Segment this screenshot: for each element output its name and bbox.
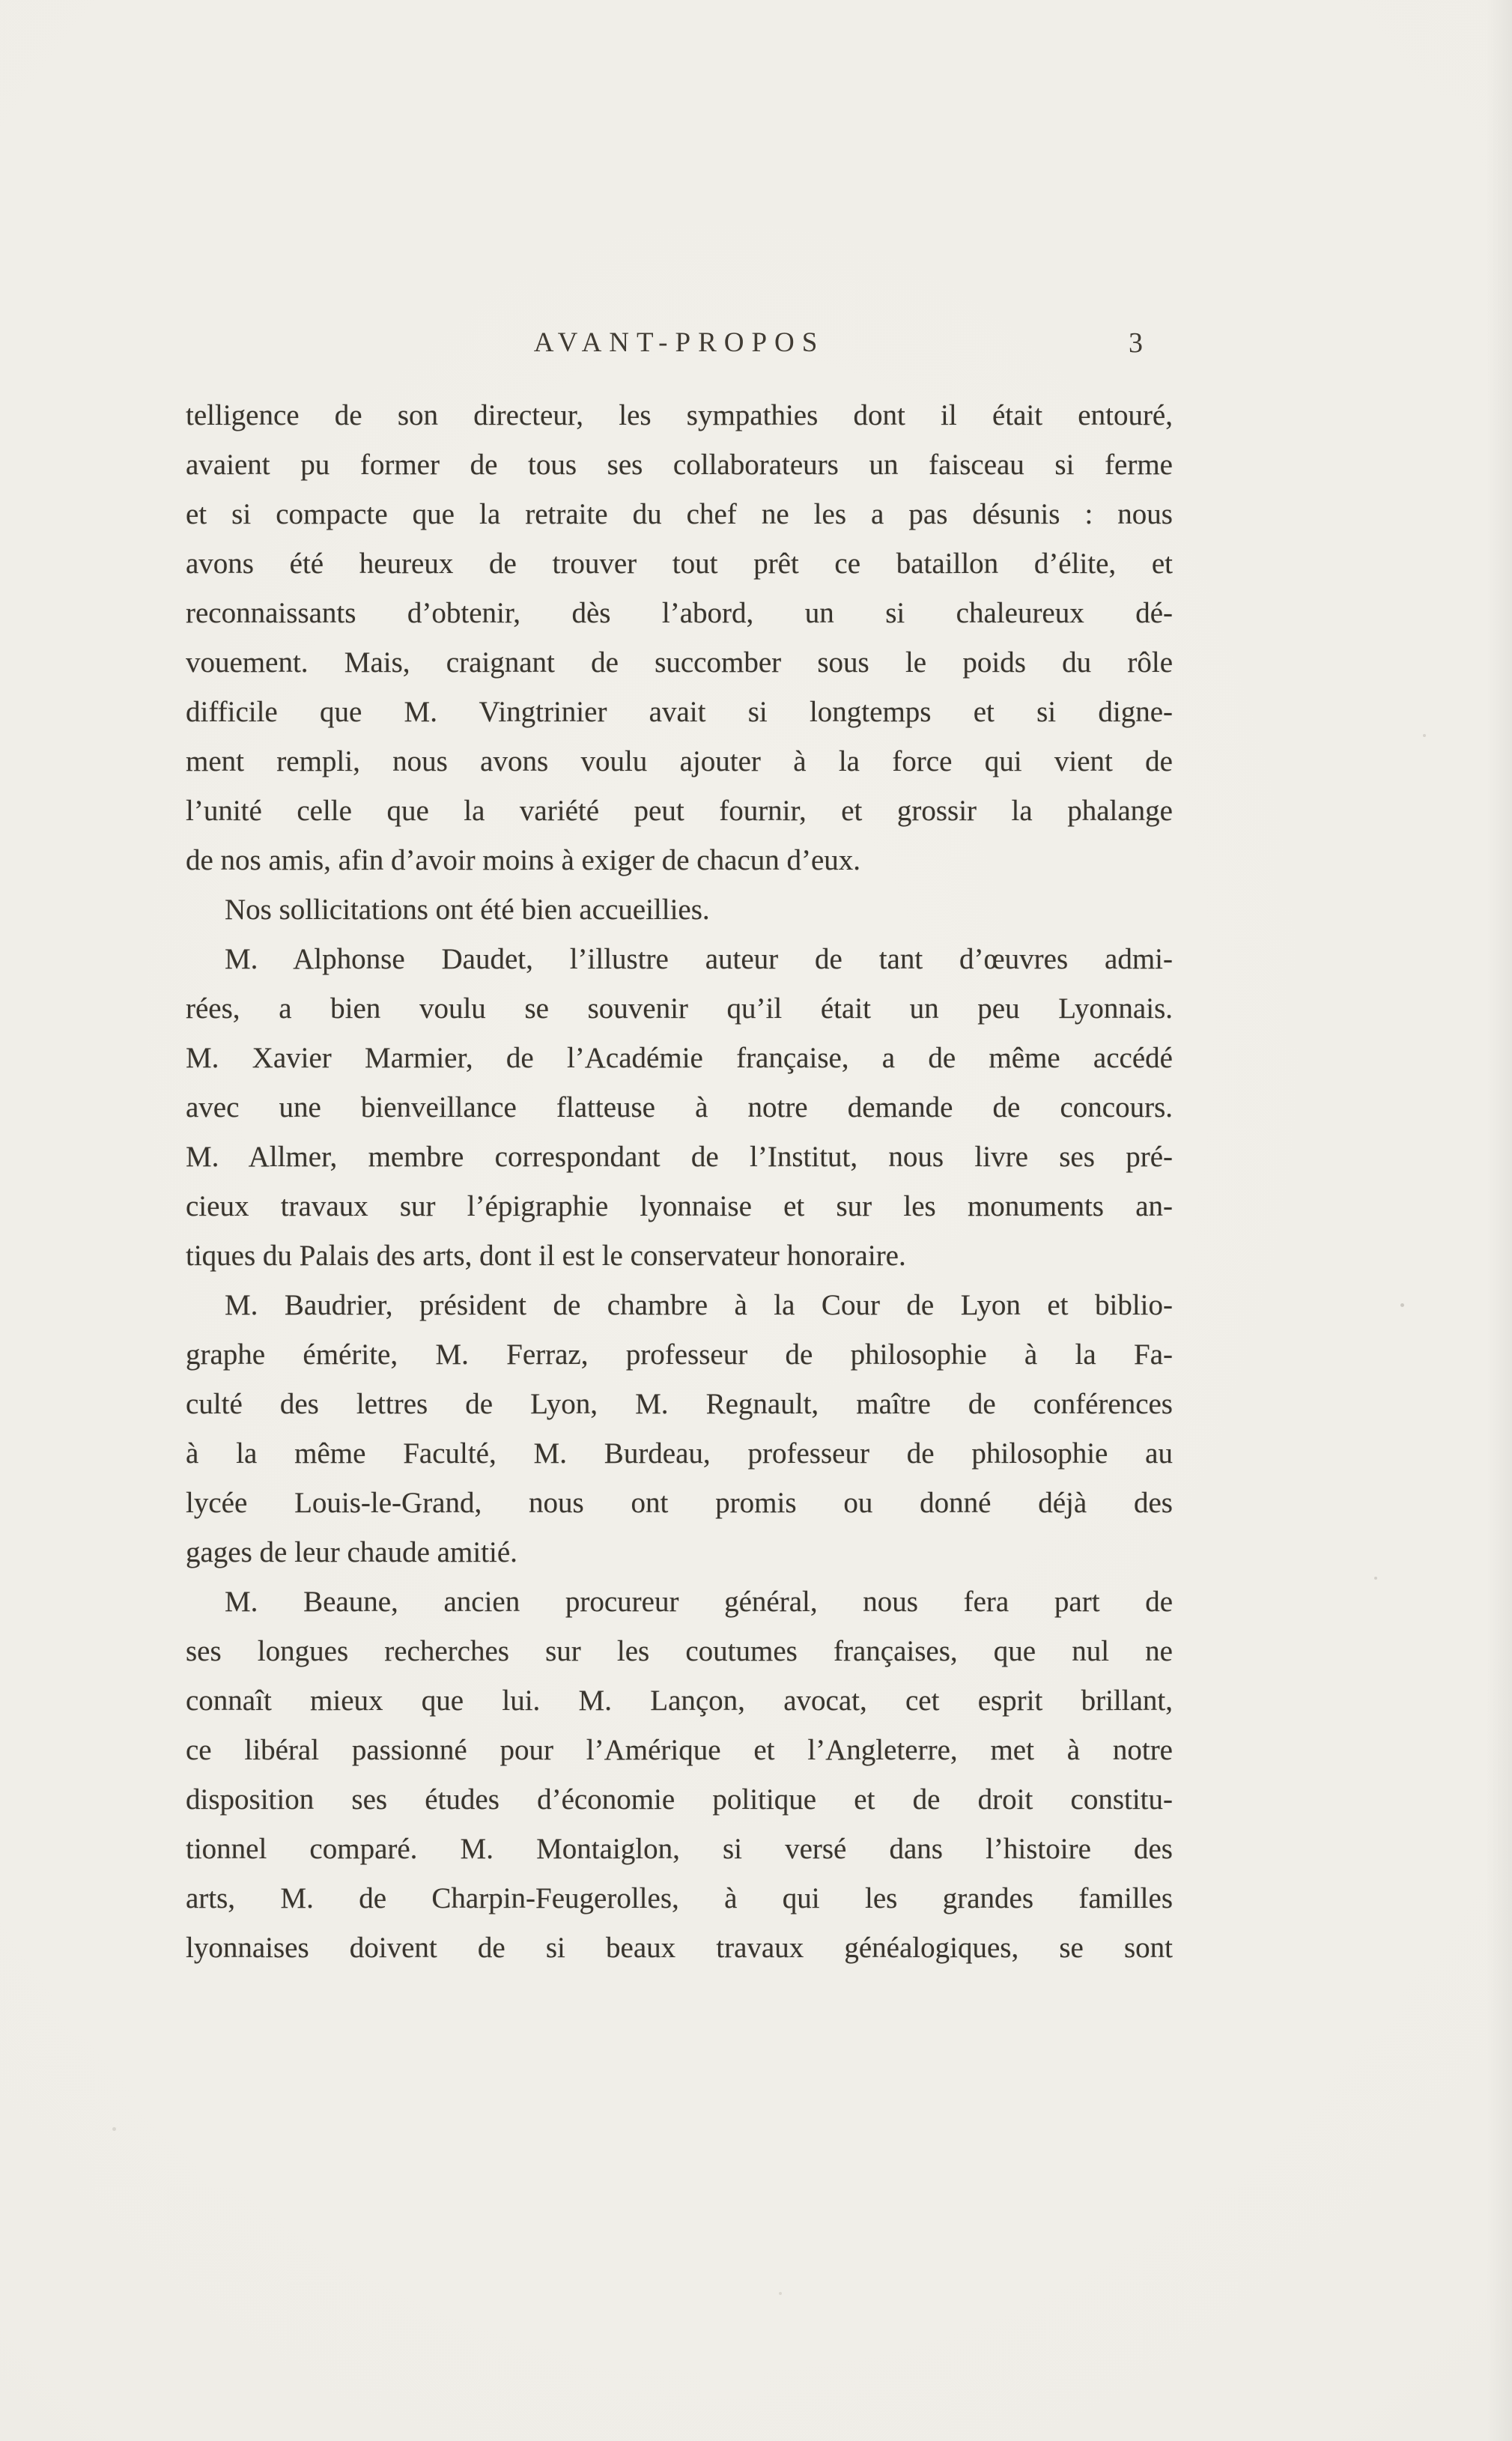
text-line: tionnel comparé. M. Montaiglon, si versé dans l’histoire des: [186, 1833, 1173, 1865]
text-line: vouement. Mais, craignant de succomber sous le poids du rôle: [186, 646, 1173, 679]
text-line: et si compacte que la retraite du chef ne les a pas désunis : nous: [186, 498, 1173, 530]
text-line: telligence de son directeur, les sympathies dont il était entouré,: [186, 399, 1173, 431]
text-line: avaient pu former de tous ses collaborateurs un faisceau si ferme: [186, 449, 1173, 481]
text-line: M. Xavier Marmier, de l’Académie française, a de même accédé: [186, 1042, 1173, 1074]
text-line: graphe émérite, M. Ferraz, professeur de philosophie à la Fa-: [186, 1338, 1173, 1371]
text-line: rées, a bien voulu se souvenir qu’il était un peu Lyonnais.: [186, 992, 1173, 1025]
text-line: gages de leur chaude amitié.: [186, 1536, 517, 1568]
text-line: M. Allmer, membre correspondant de l’Institut, nous livre ses pré-: [186, 1141, 1173, 1173]
page-number: 3: [1129, 327, 1143, 359]
text-line: lyonnaises doivent de si beaux travaux généalogiques, se sont: [186, 1932, 1173, 1964]
text-line: M. Beaune, ancien procureur général, nous fera part de: [225, 1586, 1173, 1618]
text-line: l’unité celle que la variété peut fournir, et grossir la phalange: [186, 795, 1173, 827]
paragraph: [186, 935, 1173, 1281]
text-line: avec une bienveillance flatteuse à notre demande de concours.: [186, 1091, 1173, 1124]
text-line: M. Alphonse Daudet, l’illustre auteur de tant d’œuvres admi-: [225, 943, 1173, 975]
text-line: M. Baudrier, président de chambre à la Cour de Lyon et biblio-: [225, 1289, 1173, 1321]
running-header: [186, 327, 1173, 375]
text-line: ce libéral passionné pour l’Amérique et l’Angleterre, met à notre: [186, 1734, 1173, 1766]
text-line: disposition ses études d’économie politique et de droit constitu-: [186, 1783, 1173, 1816]
text-line: ment rempli, nous avons voulu ajouter à la force qui vient de: [186, 745, 1173, 777]
text-line: tiques du Palais des arts, dont il est le conservateur honoraire.: [186, 1240, 906, 1272]
scan-speck: [1400, 1303, 1404, 1307]
page-edge-shade: [1487, 0, 1512, 2441]
text-block: [186, 327, 1173, 1973]
text-line: cieux travaux sur l’épigraphie lyonnaise et sur les monuments an-: [186, 1190, 1173, 1222]
scan-speck: [112, 2127, 116, 2131]
text-line: lycée Louis-le-Grand, nous ont promis ou donné déjà des: [186, 1487, 1173, 1519]
text-line: arts, M. de Charpin-Feugerolles, à qui les grandes familles: [186, 1882, 1173, 1914]
paragraph: [186, 1577, 1173, 1973]
text-line: culté des lettres de Lyon, M. Regnault, maître de conférences: [186, 1388, 1173, 1420]
scan-speck: [1423, 734, 1426, 737]
text-line: reconnaissants d’obtenir, dès l’abord, un si chaleureux dé-: [186, 597, 1173, 629]
text-line: avons été heureux de trouver tout prêt ce bataillon d’élite, et: [186, 548, 1173, 580]
scan-speck: [1374, 1577, 1377, 1580]
text-line: Nos sollicitations ont été bien accueillies.: [225, 894, 710, 926]
paragraph: [186, 1281, 1173, 1577]
text-line: ses longues recherches sur les coutumes françaises, que nul ne: [186, 1635, 1173, 1667]
paragraph: [186, 391, 1173, 885]
paragraph: [186, 885, 1173, 935]
running-header-title: AVANT-PROPOS: [533, 327, 825, 358]
scan-speck: [779, 2292, 782, 2295]
body-text: [186, 391, 1173, 1973]
text-line: difficile que M. Vingtrinier avait si longtemps et si digne-: [186, 696, 1173, 728]
text-line: connaît mieux que lui. M. Lançon, avocat, cet esprit brillant,: [186, 1685, 1173, 1717]
text-line: à la même Faculté, M. Burdeau, professeur de philosophie au: [186, 1437, 1173, 1470]
text-line: de nos amis, afin d’avoir moins à exiger de chacun d’eux.: [186, 844, 861, 876]
